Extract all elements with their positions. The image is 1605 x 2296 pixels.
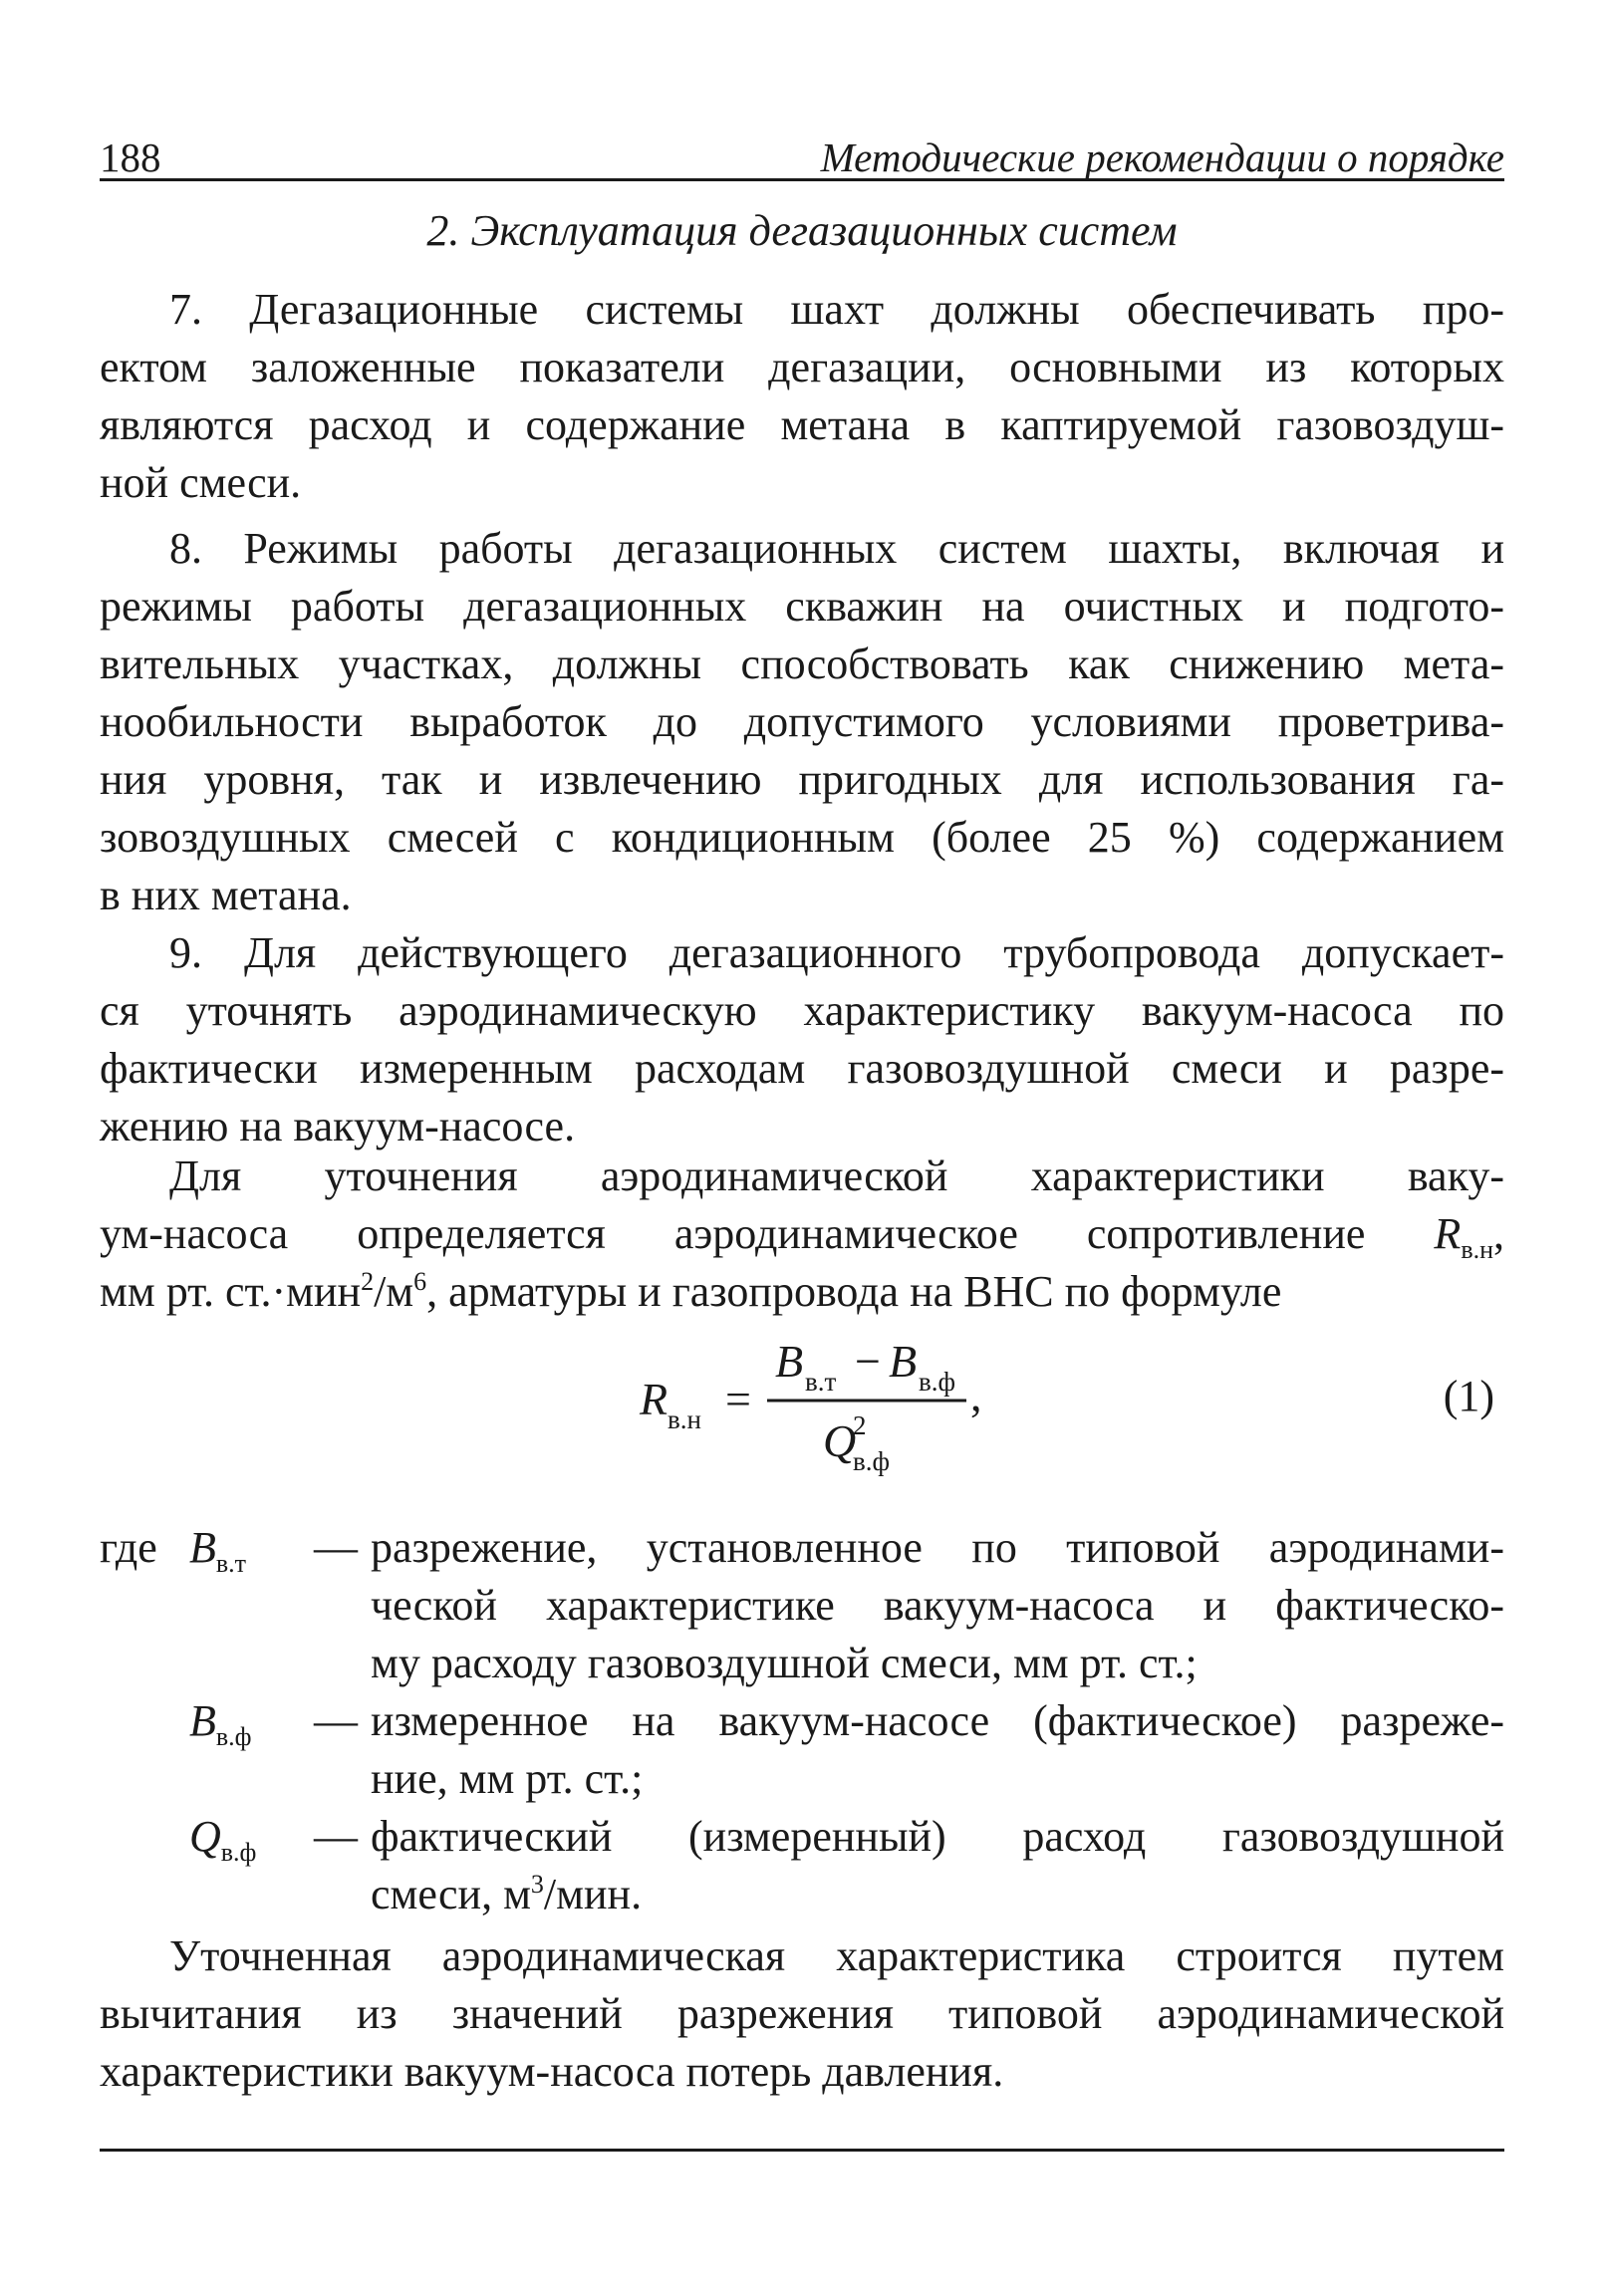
text-line: измеренное на вакуум-насосе (фактическое) разреже-: [371, 1696, 1504, 1745]
text-line: режимы работы дегазационных скважин на очистных и подгото-: [100, 582, 1504, 631]
text-line: жению на вакуум-насосе.: [100, 1102, 576, 1150]
footer-rule: [100, 2149, 1504, 2152]
text-line: ние, мм рт. ст.;: [371, 1754, 644, 1803]
definition-dash: —: [314, 1696, 358, 1745]
text-line: характеристики вакуум-насоса потерь давления.: [100, 2047, 1004, 2096]
text-line: вительных участках, должны способствовать как снижению мета-: [100, 639, 1504, 688]
formula-comma: ,: [970, 1370, 982, 1420]
formula-lhs-subscript: в.н: [668, 1404, 701, 1434]
definition-symbol: $Q_{в.ф}$: [189, 1812, 257, 1867]
paragraph-7: [100, 281, 1504, 512]
text-line: 8. Режимы работы дегазационных систем шахты, включая и: [169, 524, 1504, 573]
definition-symbol: $B_{в.т}$: [189, 1523, 247, 1578]
subscript: в.н: [1461, 1235, 1494, 1264]
formula-lhs-symbol: R: [640, 1374, 669, 1424]
formula-numerator-b: B: [889, 1336, 918, 1387]
header-rule: [100, 178, 1504, 181]
section-heading: 2. Эксплуатация дегазационных систем: [426, 206, 1178, 255]
text-line: разрежение, установленное по типовой аэродинами-: [371, 1523, 1504, 1572]
text-line: му расходу газовоздушной смеси, мм рт. ст.;: [371, 1639, 1198, 1687]
text-line: [100, 1205, 1504, 1263]
symbol-r: R: [1434, 1209, 1462, 1258]
text-line: ся уточнять аэродинамическую характеристику вакуум-насоса по: [100, 986, 1504, 1035]
superscript: 6: [413, 1267, 427, 1296]
paragraph-final: [100, 1927, 1504, 2101]
paragraph-8: [100, 520, 1504, 924]
text-line: зовоздушных смесей с кондиционным (более 25 %) содержанием: [100, 813, 1504, 862]
page-number: 188: [100, 134, 161, 180]
text-line: фактически измеренным расходам газовоздушной смеси и разре-: [100, 1044, 1504, 1093]
text-line: ектом заложенные показатели дегазации, основными из которых: [100, 343, 1504, 391]
text-fragment: , арматуры и газопровода на ВНС по формуле: [426, 1267, 1282, 1316]
formula-numerator-b-subscript: в.ф: [919, 1367, 955, 1397]
text-line: ческой характеристике вакуум-насоса и фактическо-: [371, 1581, 1504, 1630]
formula-graphic: [618, 1325, 1494, 1484]
superscript: 2: [361, 1267, 375, 1296]
page-header: [100, 118, 1504, 181]
text-line: ной смеси.: [100, 458, 302, 507]
definition-text: [371, 1808, 1504, 1923]
definition-text: [371, 1519, 1504, 1692]
text-fragment: ум-насоса определяется аэродинамическое сопротивление: [100, 1209, 1366, 1258]
text-line: Уточненная аэродинамическая характеристика строится путем: [169, 1931, 1504, 1980]
text-line: Для уточнения аэродинамической характеристики ваку-: [169, 1151, 1504, 1200]
text-line: ния уровня, так и извлечению пригодных для использования га-: [100, 755, 1504, 804]
text-line: 9. Для действующего дегазационного трубопровода допускает-: [169, 928, 1504, 977]
formula-denominator-subscript: в.ф: [853, 1446, 890, 1476]
text-line: в них метана.: [100, 871, 352, 919]
paragraph-9: [100, 924, 1504, 1155]
text-line: смеси, $м^3$/мин.: [371, 1870, 643, 1918]
text-line: фактический (измеренный) расход газовоздушной: [371, 1812, 1504, 1861]
formula-number: (1): [1443, 1372, 1494, 1420]
definition-symbol: $B_{в.ф}$: [189, 1696, 252, 1751]
formula-equals: =: [725, 1374, 751, 1424]
text-line: нообильности выработок до допустимого условиями проветрива-: [100, 697, 1504, 746]
text-line: 7. Дегазационные системы шахт должны обеспечивать про-: [169, 285, 1504, 334]
text-fragment: /м: [374, 1267, 414, 1316]
definition-dash: —: [314, 1812, 358, 1861]
formula-denominator: Q: [823, 1415, 857, 1466]
punctuation: ,: [1493, 1209, 1505, 1258]
running-title: Методические рекомендации о порядке: [820, 134, 1504, 180]
paragraph-10: [100, 1148, 1504, 1321]
text-line: [100, 1263, 1504, 1321]
formula-denominator-superscript: 2: [853, 1410, 867, 1440]
definition-text: [371, 1692, 1504, 1808]
text-fragment: мм рт. ст.·мин: [100, 1267, 362, 1316]
formula-1: [618, 1325, 1494, 1484]
definition-dash: —: [314, 1523, 358, 1572]
text-line: вычитания из значений разрежения типовой аэродинамической: [100, 1989, 1504, 2038]
formula-numerator-a: B: [775, 1336, 804, 1387]
formula-numerator-a-subscript: в.т: [805, 1367, 837, 1397]
formula-minus: −: [855, 1336, 881, 1387]
text-line: являются расход и содержание метана в каптируемой газовоздуш-: [100, 400, 1504, 449]
where-word: где: [100, 1523, 157, 1572]
